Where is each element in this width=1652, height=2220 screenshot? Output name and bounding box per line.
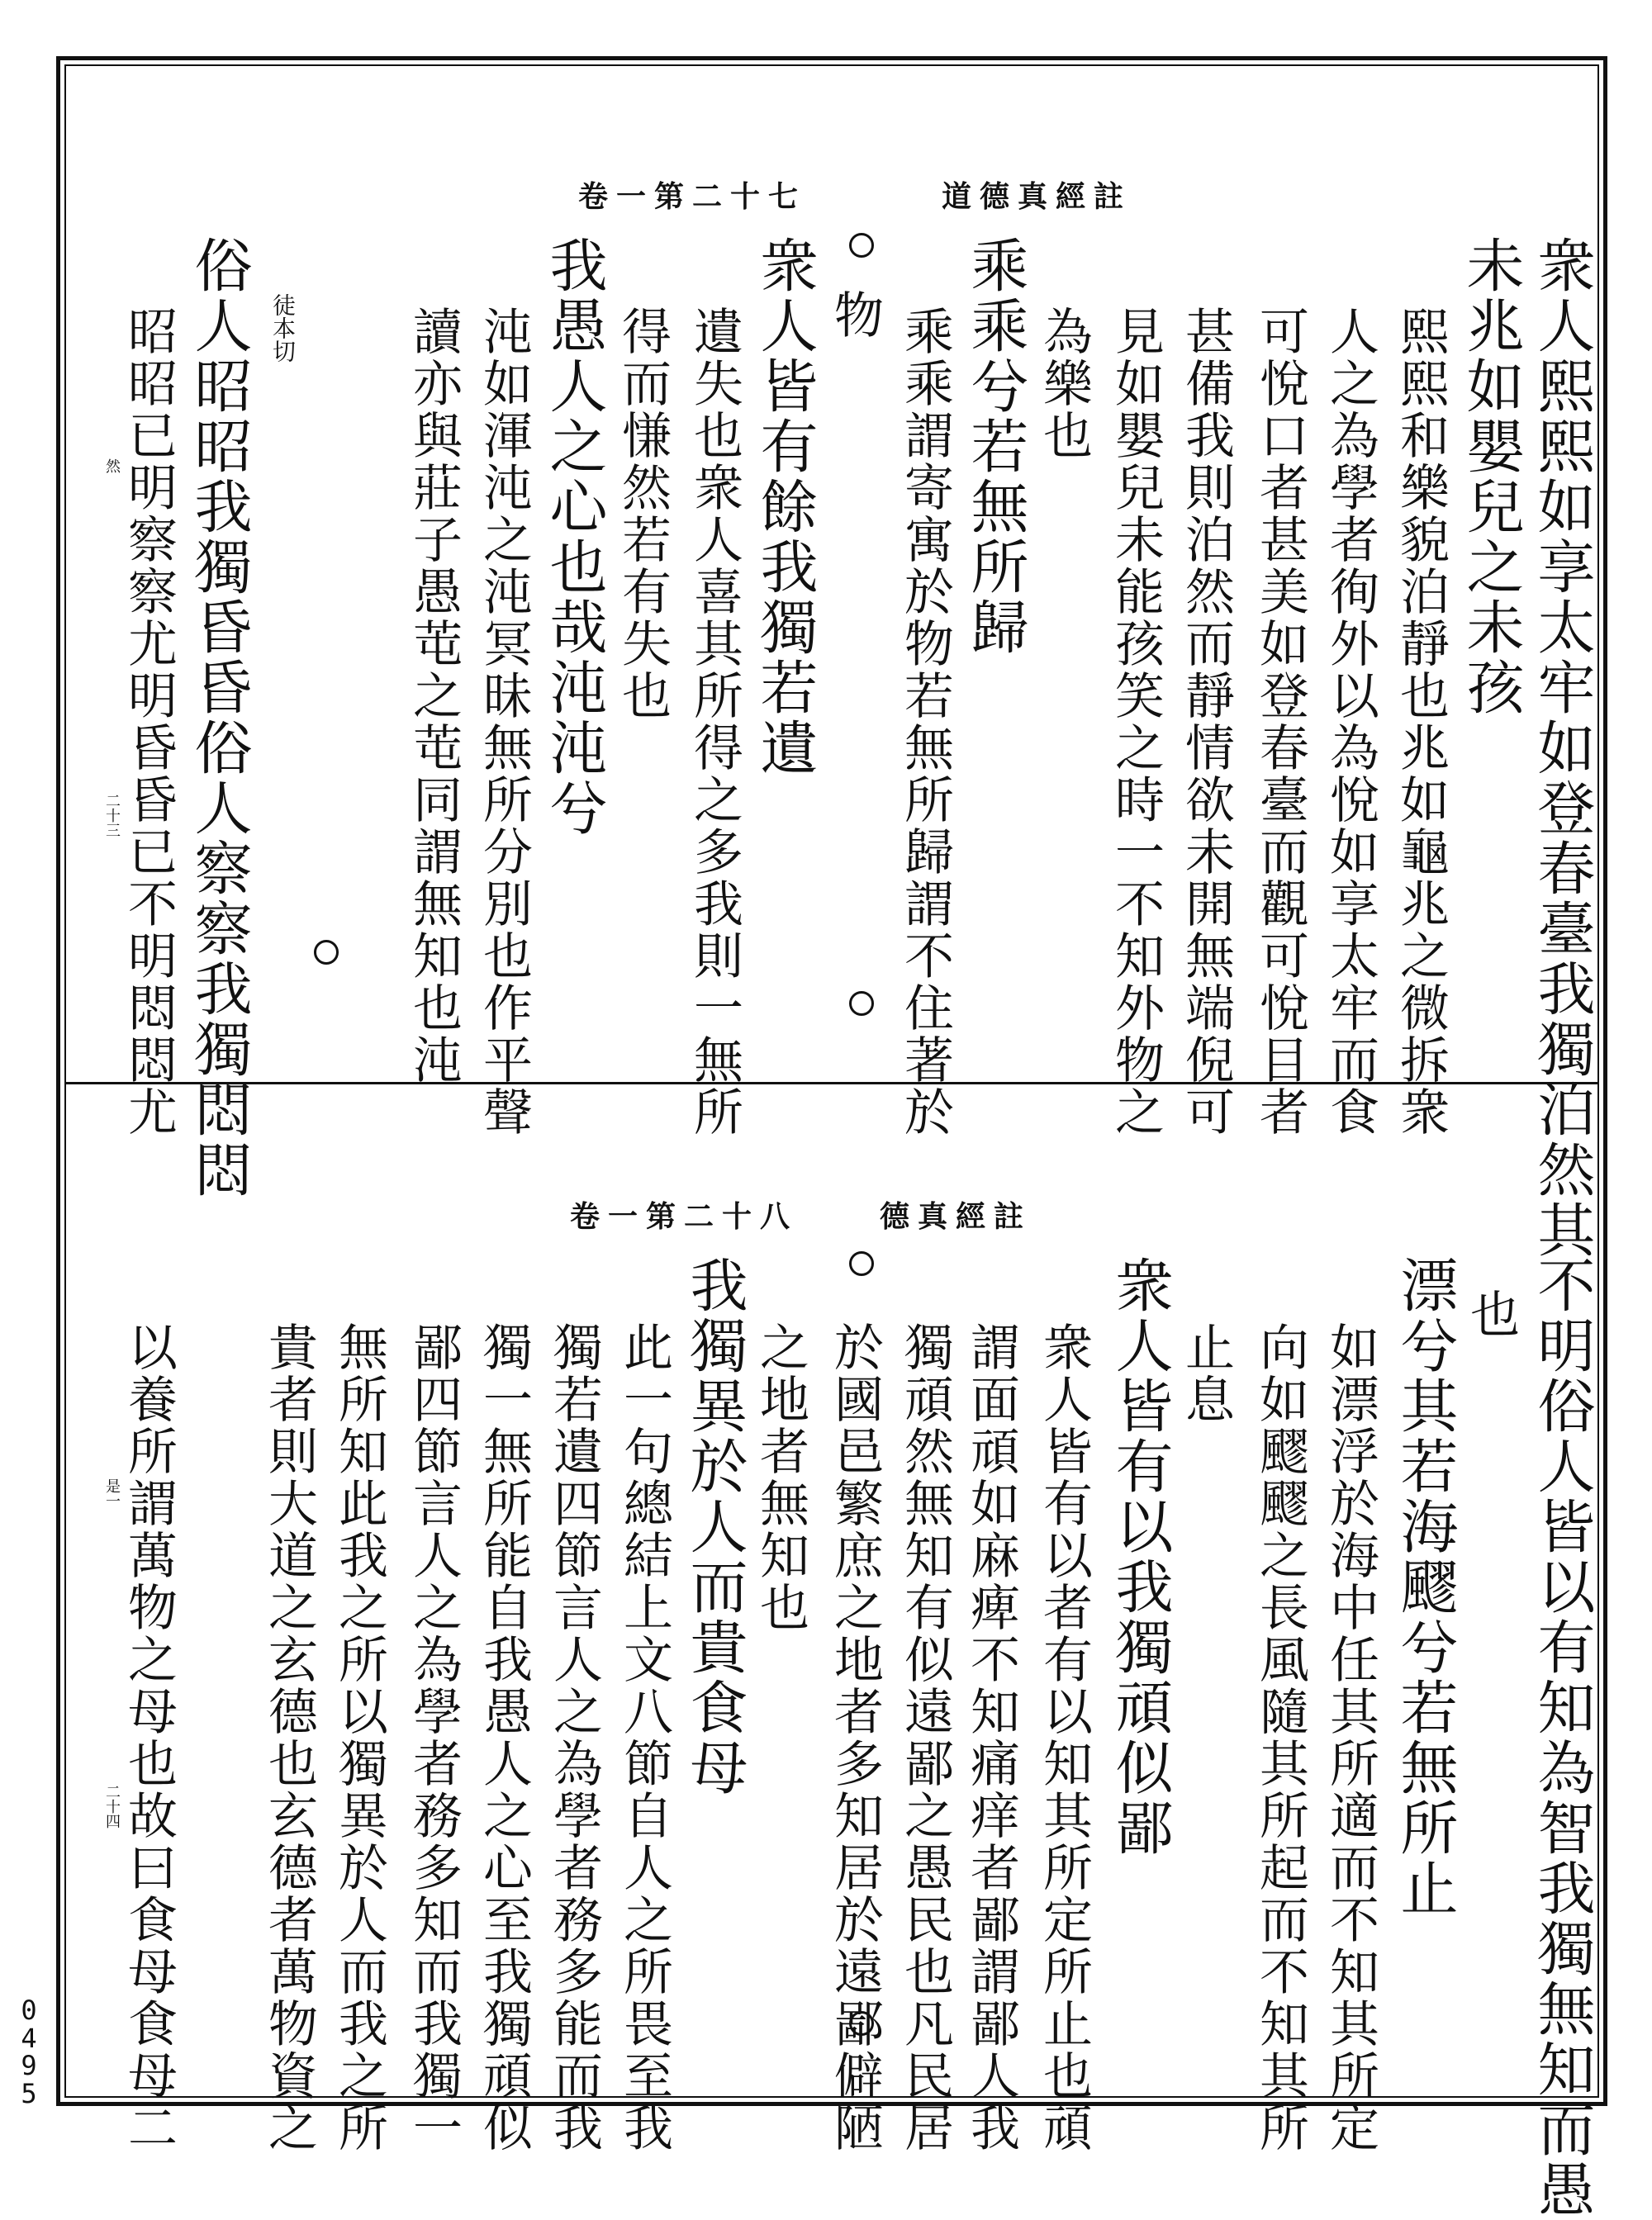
punctuation-circle xyxy=(314,940,339,965)
bottom-col-4: 如漂浮於海中任其所適而不知其所定 xyxy=(1322,1321,1379,2154)
top-col-6: 甚備我則泊然而靜情欲未開無端倪可 xyxy=(1177,306,1235,1138)
bottom-col-16: 獨一無所能自我愚人之心至我獨頑似 xyxy=(475,1321,533,2154)
top-col-1: 衆人熙熙如享太牢如登春臺我獨泊然其 xyxy=(1528,235,1596,1260)
bottom-col-8: 衆人皆有以者有以知其所定所止也頑 xyxy=(1035,1321,1093,2154)
punctuation-circle xyxy=(849,1251,874,1276)
top-col-3: 熙熙和樂貌泊靜也兆如龜兆之微拆衆 xyxy=(1392,306,1450,1138)
page-number-digit: 0 xyxy=(21,1995,37,2026)
top-col-4: 人之為學者徇外以為悅如享太牢而食 xyxy=(1322,306,1379,1138)
bottom-col-1: 不明俗人皆以有知為智我獨無知而愚 xyxy=(1528,1255,1596,2220)
top-col-11: 物 xyxy=(826,289,884,341)
page-number-digit: 5 xyxy=(21,2077,37,2109)
top-col-5: 可悅口者甚美如登春臺而觀可悅目者 xyxy=(1251,306,1309,1138)
bottom-col-12: 之地者無知也 xyxy=(752,1321,809,1634)
bottom-col-20: 以養所謂萬物之母也故曰食母食母二 xyxy=(120,1321,178,2154)
bottom-col-18: 無所知此我之所以獨異於人而我之所 xyxy=(330,1321,388,2154)
top-col-14: 得而慊然若有失也 xyxy=(614,306,672,722)
top-col-13: 遺失也衆人喜其所得之多我則一無所 xyxy=(686,306,743,1138)
bottom-col-19: 貴者則大道之玄德也玄德者萬物資之 xyxy=(260,1321,318,2154)
top-col-9: 乘乘兮若無所歸 xyxy=(961,235,1029,657)
bottom-col-15: 獨若遺四節言人之為學者務多能而我 xyxy=(545,1321,603,2154)
punctuation-circle xyxy=(849,233,874,258)
bottom-col-6: 止息 xyxy=(1177,1321,1235,1425)
top-col-20: 昭昭已明察察尤明昏昏已不明悶悶尤 xyxy=(120,306,178,1138)
bottom-header-volume: 卷一第二十八 xyxy=(570,1199,799,1234)
top-col-10: 乘乘謂寄寓於物若無所歸謂不住著於 xyxy=(896,306,954,1138)
bottom-col-5: 向如飂飂之長風隨其所起而不知其所 xyxy=(1251,1321,1309,2154)
top-col-8: 為樂也 xyxy=(1035,306,1093,462)
bottom-col-3: 漂兮其若海飂兮若無所止 xyxy=(1391,1255,1459,1919)
top-col-15: 我愚人之心也哉沌沌兮 xyxy=(540,235,608,838)
bottom-col-17: 鄙四節言人之為學者務多知而我獨一 xyxy=(405,1321,463,2154)
bottom-col-11: 於國邑繁庶之地者多知居於遠鄙僻陋 xyxy=(826,1321,884,2154)
bottom-col-2: 也 xyxy=(1462,1288,1520,1340)
top-header-title: 道德真經註 xyxy=(942,179,1132,214)
page-number-digit: 9 xyxy=(21,2050,37,2082)
top-col-16: 沌如渾沌之沌冥昧無所分別也作平聲 xyxy=(475,306,533,1138)
top-col-2: 未兆如嬰兒之未孩 xyxy=(1457,235,1525,718)
punctuation-circle xyxy=(849,2011,874,2036)
top-side-mark: 然 xyxy=(103,458,121,473)
page-number-digit: 4 xyxy=(21,2022,37,2054)
bottom-side-mark: 是一 xyxy=(103,1478,121,1508)
top-header-volume: 卷一第二十七 xyxy=(578,179,807,214)
page-number xyxy=(17,1997,41,2108)
top-folio-mark: 二十三 xyxy=(103,793,121,837)
bottom-col-10: 獨頑然無知有似遠鄙之愚民也凡民居 xyxy=(896,1321,954,2154)
top-col-12: 衆人皆有餘我獨若遺 xyxy=(751,235,819,778)
bottom-header-title: 德真經註 xyxy=(880,1199,1032,1234)
bottom-col-7: 衆人皆有以我獨頑似鄙 xyxy=(1106,1255,1174,1858)
top-side-note: 徒本切 xyxy=(269,293,297,363)
top-col-7: 見如嬰兒未能孩笑之時一不知外物之 xyxy=(1107,306,1165,1138)
top-col-19: 俗人昭昭我獨昏昏俗人察察我獨悶悶 xyxy=(185,235,253,1200)
bottom-col-14: 此一句總結上文八節自人之所畏至我 xyxy=(615,1321,673,2154)
top-col-17: 讀亦與莊子愚芚之芚同謂無知也沌 xyxy=(405,306,463,1086)
bottom-col-13: 我獨異於人而貴食母 xyxy=(681,1255,748,1798)
bottom-folio-mark: 二十四 xyxy=(103,1784,121,1829)
bottom-col-9: 謂面頑如麻痺不知痛痒者鄙謂鄙人我 xyxy=(962,1321,1020,2154)
punctuation-circle xyxy=(849,991,874,1016)
